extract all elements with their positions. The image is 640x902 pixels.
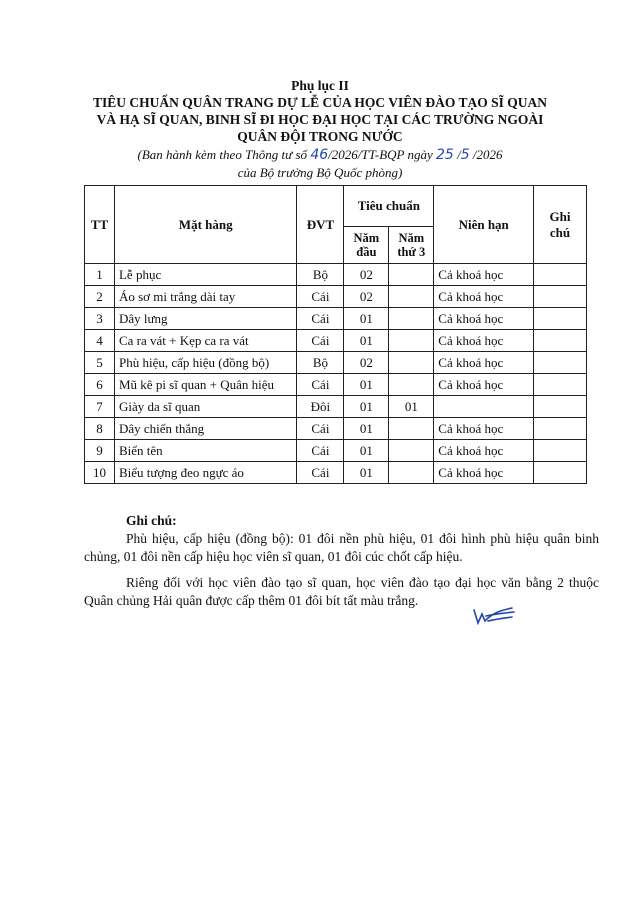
cell-unit: Bộ: [297, 352, 344, 374]
note-paragraph-2: Riêng đối với học viên đào tạo sĩ quan, học viên đào tạo đại học văn bằng 2 thuộc Quân chủng Hải quân được cấp thêm 01 đôi bít tất màu trắng.: [84, 575, 599, 608]
cell-tt: 8: [85, 418, 115, 440]
appendix-label: Phụ lục II: [291, 78, 349, 93]
issuance-line-2: của Bộ trưởng Bộ Quốc phòng): [237, 165, 403, 180]
cell-first-year: 01: [344, 396, 389, 418]
cell-note: [534, 462, 587, 484]
issued-prefix: (Ban hành kèm theo Thông tư số: [137, 147, 308, 162]
cell-first-year: 02: [344, 264, 389, 286]
cell-duration: Cả khoá học: [434, 286, 534, 308]
issuance-note: [40, 146, 600, 181]
cell-note: [534, 396, 587, 418]
cell-third-year: [389, 286, 434, 308]
cell-first-year: 01: [344, 440, 389, 462]
header-unit: ĐVT: [297, 186, 344, 264]
issue-day: 25: [436, 147, 454, 163]
cell-first-year: 01: [344, 462, 389, 484]
header-note: Ghi chú: [534, 186, 587, 264]
note-paragraph-1: Phù hiệu, cấp hiệu (đồng bộ): 01 đôi nền phù hiệu, 01 đôi hình phù hiệu quân binh chủng, 01 đôi nền cấp hiệu học viên sĩ quan, 01 đôi cúc chốt cấp hiệu.: [84, 531, 599, 564]
cell-tt: 6: [85, 374, 115, 396]
header-duration: Niên hạn: [434, 186, 534, 264]
cell-duration: Cả khoá học: [434, 440, 534, 462]
cell-unit: Cái: [297, 462, 344, 484]
cell-note: [534, 352, 587, 374]
circular-number: 46: [310, 147, 329, 163]
title-line-2: VÀ HẠ SĨ QUAN, BINH SĨ ĐI HỌC ĐẠI HỌC TẠI CÁC TRƯỜNG NGOÀI: [96, 112, 544, 127]
cell-item: Dây lưng: [114, 308, 296, 330]
table-row: [85, 308, 587, 330]
cell-third-year: 01: [389, 396, 434, 418]
table-row: [85, 462, 587, 484]
header-item: Mặt hàng: [114, 186, 296, 264]
cell-note: [534, 264, 587, 286]
cell-first-year: 01: [344, 374, 389, 396]
cell-note: [534, 440, 587, 462]
cell-unit: Bộ: [297, 264, 344, 286]
cell-tt: 9: [85, 440, 115, 462]
cell-third-year: [389, 418, 434, 440]
cell-third-year: [389, 352, 434, 374]
cell-unit: Đôi: [297, 396, 344, 418]
cell-item: Phù hiệu, cấp hiệu (đồng bộ): [114, 352, 296, 374]
cell-duration: Cả khoá học: [434, 352, 534, 374]
cell-item: Áo sơ mi trắng dài tay: [114, 286, 296, 308]
cell-first-year: 01: [344, 308, 389, 330]
cell-unit: Cái: [297, 418, 344, 440]
cell-unit: Cái: [297, 330, 344, 352]
cell-duration: Cả khoá học: [434, 330, 534, 352]
cell-tt: 3: [85, 308, 115, 330]
uniform-standard-table: [84, 185, 587, 484]
table-row: [85, 374, 587, 396]
issue-year: /2026: [472, 147, 503, 162]
title-line-1: TIÊU CHUẨN QUÂN TRANG DỰ LỄ CỦA HỌC VIÊN ĐÀO TẠO SĨ QUAN: [92, 95, 548, 110]
cell-item: Dây chiến thắng: [114, 418, 296, 440]
cell-unit: Cái: [297, 440, 344, 462]
cell-item: Biển tên: [114, 440, 296, 462]
cell-tt: 4: [85, 330, 115, 352]
cell-note: [534, 308, 587, 330]
cell-first-year: 01: [344, 330, 389, 352]
cell-unit: Cái: [297, 286, 344, 308]
document-title: [40, 94, 600, 145]
table-row: [85, 330, 587, 352]
initial-signature: [470, 604, 516, 628]
cell-duration: Cả khoá học: [434, 264, 534, 286]
header-tt: TT: [85, 186, 115, 264]
cell-tt: 1: [85, 264, 115, 286]
cell-third-year: [389, 374, 434, 396]
cell-tt: 10: [85, 462, 115, 484]
notes-title: Ghi chú:: [126, 513, 177, 528]
cell-item: Biểu tượng đeo ngực áo: [114, 462, 296, 484]
cell-item: Mũ kê pi sĩ quan + Quân hiệu: [114, 374, 296, 396]
circular-suffix: /2026/TT-BQP ngày: [328, 147, 433, 162]
cell-duration: Cả khoá học: [434, 308, 534, 330]
issuance-line-1: (Ban hành kèm theo Thông tư số 46/2026/TT-BQP ngày 25 /5 /2026: [137, 147, 503, 163]
cell-duration: Cả khoá học: [434, 462, 534, 484]
cell-item: Lễ phục: [114, 264, 296, 286]
cell-first-year: 02: [344, 352, 389, 374]
cell-third-year: [389, 330, 434, 352]
table-row: [85, 418, 587, 440]
cell-first-year: 01: [344, 418, 389, 440]
header-first-year: Năm đầu: [344, 227, 389, 264]
cell-third-year: [389, 440, 434, 462]
cell-third-year: [389, 462, 434, 484]
cell-duration: Cả khoá học: [434, 374, 534, 396]
cell-tt: 2: [85, 286, 115, 308]
header-standard: Tiêu chuẩn: [344, 186, 434, 227]
cell-third-year: [389, 308, 434, 330]
cell-first-year: 02: [344, 286, 389, 308]
header-third-year: Năm thứ 3: [389, 227, 434, 264]
table-row: [85, 440, 587, 462]
issue-month: 5: [460, 147, 470, 163]
cell-item: Giày da sĩ quan: [114, 396, 296, 418]
table-row: [85, 396, 587, 418]
cell-duration: Cả khoá học: [434, 418, 534, 440]
cell-note: [534, 418, 587, 440]
table-row: [85, 352, 587, 374]
cell-item: Ca ra vát + Kẹp ca ra vát: [114, 330, 296, 352]
table-row: [85, 264, 587, 286]
cell-tt: 5: [85, 352, 115, 374]
cell-unit: Cái: [297, 374, 344, 396]
cell-note: [534, 286, 587, 308]
cell-third-year: [389, 264, 434, 286]
cell-unit: Cái: [297, 308, 344, 330]
cell-note: [534, 330, 587, 352]
cell-tt: 7: [85, 396, 115, 418]
title-line-3: QUÂN ĐỘI TRONG NƯỚC: [237, 129, 403, 144]
cell-duration: [434, 396, 534, 418]
table-row: [85, 286, 587, 308]
cell-note: [534, 374, 587, 396]
